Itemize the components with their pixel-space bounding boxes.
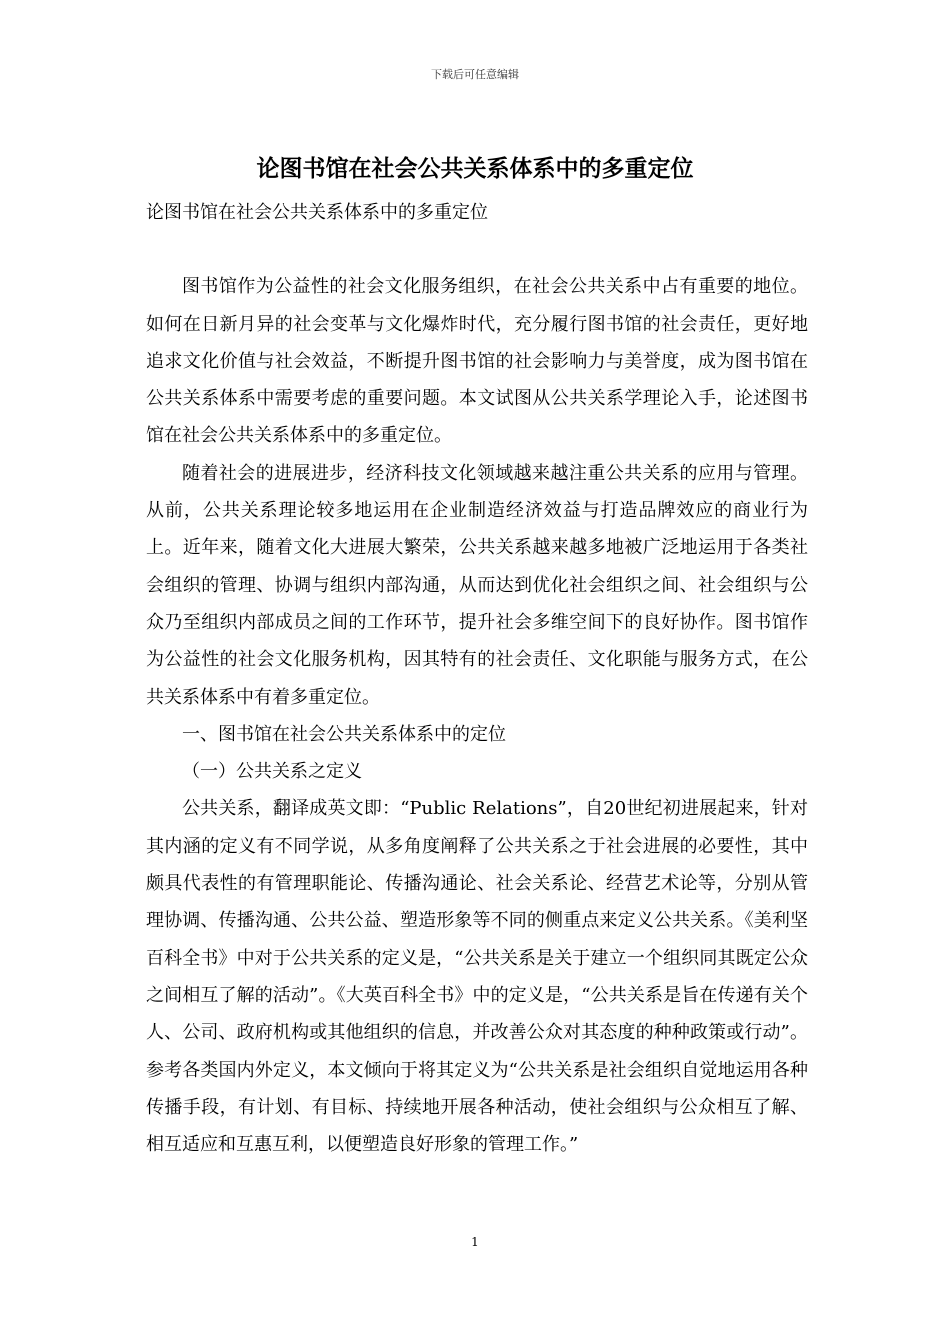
- paragraph-intro: 图书馆作为公益性的社会文化服务组织，在社会公共关系中占有重要的地位。如何在日新月异的社会变革与文化爆炸时代，充分履行图书馆的社会责任，更好地追求文化价值与社会效益，不断提升图书馆的社会影响力与美誉度，成为图书馆在公共关系体系中需要考虑的重要问题。本文试图从公共关系学理论入手，论述图书馆在社会公共关系体系中的多重定位。: [146, 276, 808, 447]
- paragraph-background: 随着社会的进展进步，经济科技文化领域越来越注重公共关系的应用与管理。从前，公共关系理论较多地运用在企业制造经济效益与打造品牌效应的商业行为上。近年来，随着文化大进展大繁荣，公共关系越来越多地被广泛地运用于各类社会组织的管理、协调与组织内部沟通，从而达到优化社会组织之间、社会组织与公众乃至组织内部成员之间的工作环节，提升社会多维空间下的良好协作。图书馆作为公益性的社会文化服务机构，因其特有的社会责任、文化职能与服务方式，在公共关系体系中有着多重定位。: [146, 462, 808, 708]
- page-number: 1: [471, 1235, 479, 1249]
- section-heading: 一、图书馆在社会公共关系体系中的定位: [182, 723, 506, 745]
- document-title: 论图书馆在社会公共关系体系中的多重定位: [256, 156, 694, 182]
- page-header: 下载后可任意编辑: [431, 68, 519, 81]
- subsection-heading: （一）公共关系之定义: [182, 761, 362, 783]
- document-body: [146, 194, 808, 1163]
- paragraph-definition: 公共关系，翻译成英文即：“Public Relations”，自20世纪初进展起来，针对其内涵的定义有不同学说，从多角度阐释了公共关系之于社会进展的必要性，其中颇具代表性的有管理职能论、传播沟通论、社会关系论、经营艺术论等，分别从管理协调、传播沟通、公共公益、塑造形象等不同的侧重点来定义公共关系。《美利坚百科全书》中对于公共关系的定义是，“公共关系是关于建立一个组织同其既定公众之间相互了解的活动”。《大英百科全书》中的定义是，“公共关系是旨在传递有关个人、公司、政府机构或其他组织的信息，并改善公众对其态度的种种政策或行动”。参考各类国内外定义，本文倾向于将其定义为“公共关系是社会组织自觉地运用各种传播手段，有计划、有目标、持续地开展各种活动，使社会组织与公众相互了解、相互适应和互惠互利，以便塑造良好形象的管理工作。”: [146, 798, 808, 1156]
- document-subtitle: 论图书馆在社会公共关系体系中的多重定位: [146, 202, 488, 223]
